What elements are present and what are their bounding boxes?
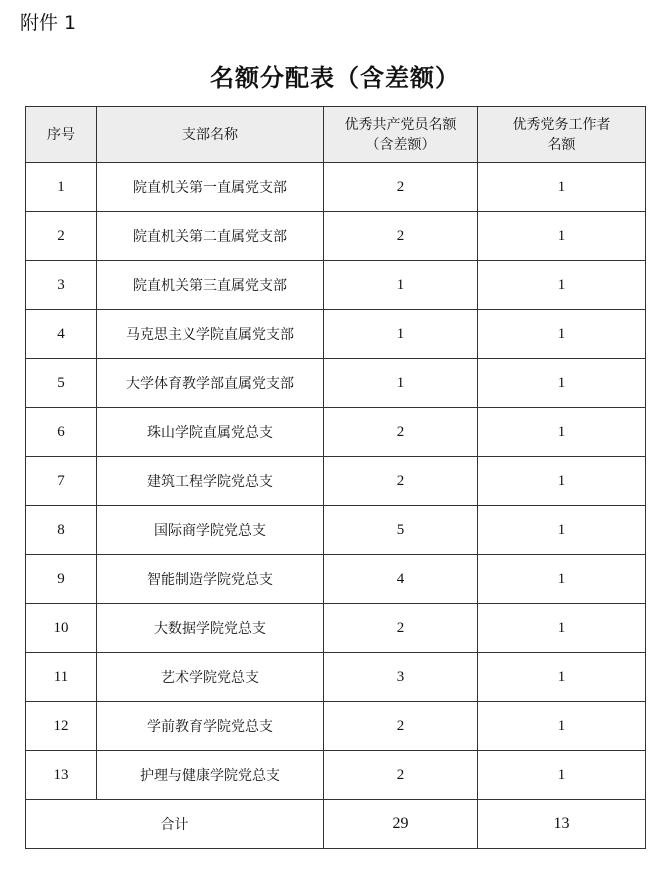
- total-label: 合计: [26, 800, 324, 849]
- row-seq: 5: [26, 359, 97, 408]
- table-row: [26, 604, 646, 653]
- row-seq: 9: [26, 555, 97, 604]
- quota-table: [25, 106, 646, 849]
- table-row: [26, 457, 646, 506]
- row-worker-quota: 1: [478, 506, 646, 555]
- row-seq: 10: [26, 604, 97, 653]
- table-row: [26, 555, 646, 604]
- table-body: [26, 163, 646, 849]
- row-branch-name: 建筑工程学院党总支: [97, 457, 324, 506]
- table-row: [26, 163, 646, 212]
- table-row: [26, 751, 646, 800]
- row-branch-name: 马克思主义学院直属党支部: [97, 310, 324, 359]
- row-seq: 11: [26, 653, 97, 702]
- row-seq: 6: [26, 408, 97, 457]
- row-member-quota: 2: [324, 163, 478, 212]
- table-row: [26, 212, 646, 261]
- row-member-quota: 2: [324, 408, 478, 457]
- row-branch-name: 院直机关第二直属党支部: [97, 212, 324, 261]
- row-branch-name: 学前教育学院党总支: [97, 702, 324, 751]
- header-member-quota: [324, 107, 478, 163]
- table-row: [26, 653, 646, 702]
- row-member-quota: 2: [324, 702, 478, 751]
- header-worker-quota-line1: 优秀党务工作者: [512, 116, 611, 133]
- row-member-quota: 2: [324, 212, 478, 261]
- row-branch-name: 智能制造学院党总支: [97, 555, 324, 604]
- table-row: [26, 408, 646, 457]
- row-member-quota: 1: [324, 310, 478, 359]
- row-worker-quota: 1: [478, 457, 646, 506]
- row-worker-quota: 1: [478, 653, 646, 702]
- row-member-quota: 4: [324, 555, 478, 604]
- table-row: [26, 310, 646, 359]
- row-member-quota: 1: [324, 359, 478, 408]
- attachment-label: 附件 1: [20, 12, 77, 34]
- row-worker-quota: 1: [478, 555, 646, 604]
- row-worker-quota: 1: [478, 751, 646, 800]
- row-worker-quota: 1: [478, 604, 646, 653]
- total-worker-quota: 13: [478, 800, 646, 849]
- table-row: [26, 359, 646, 408]
- header-member-quota-line2: （含差额）: [365, 136, 436, 153]
- row-member-quota: 1: [324, 261, 478, 310]
- total-row: [26, 800, 646, 849]
- row-seq: 7: [26, 457, 97, 506]
- table-row: [26, 702, 646, 751]
- row-seq: 2: [26, 212, 97, 261]
- table-row: [26, 261, 646, 310]
- header-worker-quota: [478, 107, 646, 163]
- row-branch-name: 院直机关第一直属党支部: [97, 163, 324, 212]
- row-member-quota: 2: [324, 604, 478, 653]
- row-member-quota: 2: [324, 751, 478, 800]
- row-seq: 4: [26, 310, 97, 359]
- row-worker-quota: 1: [478, 310, 646, 359]
- row-branch-name: 大学体育教学部直属党支部: [97, 359, 324, 408]
- row-seq: 1: [26, 163, 97, 212]
- header-member-quota-line1: 优秀共产党员名额: [344, 116, 457, 133]
- row-branch-name: 珠山学院直属党总支: [97, 408, 324, 457]
- row-branch-name: 国际商学院党总支: [97, 506, 324, 555]
- table-row: [26, 506, 646, 555]
- row-worker-quota: 1: [478, 261, 646, 310]
- row-branch-name: 护理与健康学院党总支: [97, 751, 324, 800]
- document-title: 名额分配表（含差额）: [210, 63, 460, 92]
- header-row: [26, 107, 646, 163]
- row-seq: 13: [26, 751, 97, 800]
- row-branch-name: 院直机关第三直属党支部: [97, 261, 324, 310]
- row-member-quota: 2: [324, 457, 478, 506]
- header-branch-name: 支部名称: [97, 107, 324, 163]
- row-branch-name: 大数据学院党总支: [97, 604, 324, 653]
- row-worker-quota: 1: [478, 359, 646, 408]
- table-header: [26, 107, 646, 163]
- row-member-quota: 3: [324, 653, 478, 702]
- row-member-quota: 5: [324, 506, 478, 555]
- row-worker-quota: 1: [478, 408, 646, 457]
- row-seq: 3: [26, 261, 97, 310]
- row-worker-quota: 1: [478, 163, 646, 212]
- row-seq: 8: [26, 506, 97, 555]
- row-worker-quota: 1: [478, 702, 646, 751]
- header-worker-quota-line2: 名额: [547, 136, 576, 153]
- header-seq: 序号: [26, 107, 97, 163]
- row-seq: 12: [26, 702, 97, 751]
- total-member-quota: 29: [324, 800, 478, 849]
- row-worker-quota: 1: [478, 212, 646, 261]
- row-branch-name: 艺术学院党总支: [97, 653, 324, 702]
